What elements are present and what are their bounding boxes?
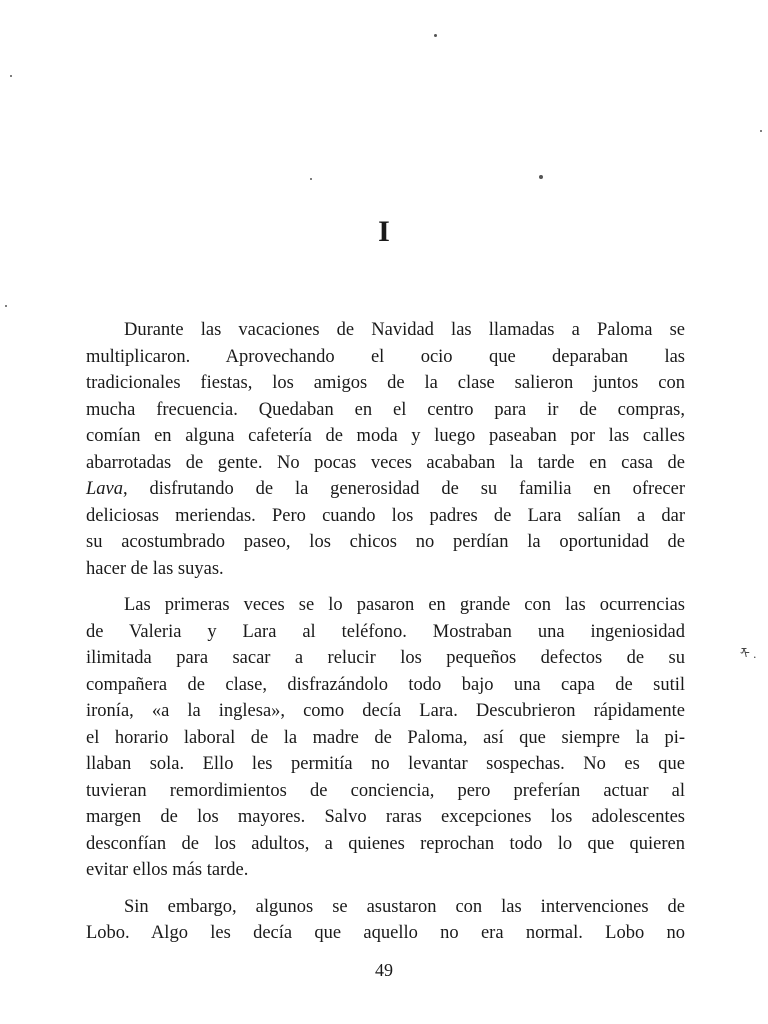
text-line: deliciosas meriendas. Pero cuando los padres de Lara salían a dar (86, 505, 685, 526)
text-line: compañera de clase, disfrazándolo todo bajo una capa de sutil (86, 674, 685, 695)
text-line: mucha frecuencia. Quedaban en el centro para ir de compras, (86, 399, 685, 420)
text-line: el horario laboral de la madre de Paloma, así que siempre la pi- (86, 727, 685, 748)
text-line: Durante las vacaciones de Navidad las llamadas a Paloma se (124, 320, 685, 340)
text-line: su acostumbrado paseo, los chicos no perdían la oportunidad de (86, 532, 685, 552)
paragraph-1 (86, 317, 685, 582)
ink-speck (5, 305, 7, 307)
ink-speck (539, 175, 543, 179)
text-line: abarrotadas de gente. No pocas veces acababan la tarde en casa de (86, 452, 685, 473)
italic-name: Lava (86, 479, 123, 499)
body-text (86, 317, 685, 957)
text-line: multiplicaron. Aprovechando el ocio que deparaban las (86, 346, 685, 367)
text-line: Lobo. Algo les decía que aquello no era normal. Lobo no (86, 923, 685, 943)
paragraph-3 (86, 894, 685, 947)
text-line: hacer de las suyas. (86, 558, 224, 579)
text-line: Sin embargo, algunos se asustaron con las intervenciones de (124, 896, 685, 917)
text-line: Las primeras veces se lo pasaron en grande con las ocurrencias (124, 595, 685, 615)
text-line: Lava, disfrutando de la generosidad de su familia en ofrecer (86, 479, 685, 499)
margin-mark: ᡯ . (740, 646, 757, 661)
paragraph-2 (86, 592, 685, 884)
text-line: ironía, «a la inglesa», como decía Lara. Descubrieron rápidamente (86, 701, 685, 721)
text-line: desconfían de los adultos, a quienes reprochan todo lo que quieren (86, 833, 685, 854)
text-line: llaban sola. Ello les permitía no levantar sospechas. No es que (86, 754, 685, 774)
text-line: tradicionales fiestas, los amigos de la clase salieron juntos con (86, 373, 685, 393)
ink-speck (434, 34, 437, 37)
text-line: de Valeria y Lara al teléfono. Mostraban una ingeniosidad (86, 621, 685, 642)
text-line: ilimitada para sacar a relucir los pequeños defectos de su (86, 648, 685, 668)
page-number: 49 (375, 960, 393, 980)
text-line: comían en alguna cafetería de moda y luego paseaban por las calles (86, 426, 685, 446)
ink-speck (10, 75, 12, 77)
text-line: evitar ellos más tarde. (86, 860, 249, 880)
chapter-number: I (378, 215, 390, 248)
ink-speck (760, 130, 762, 132)
text-line: tuvieran remordimientos de conciencia, pero preferían actuar al (86, 780, 685, 801)
ink-speck (310, 178, 312, 180)
text-line: margen de los mayores. Salvo raras excepciones los adolescentes (86, 807, 685, 827)
